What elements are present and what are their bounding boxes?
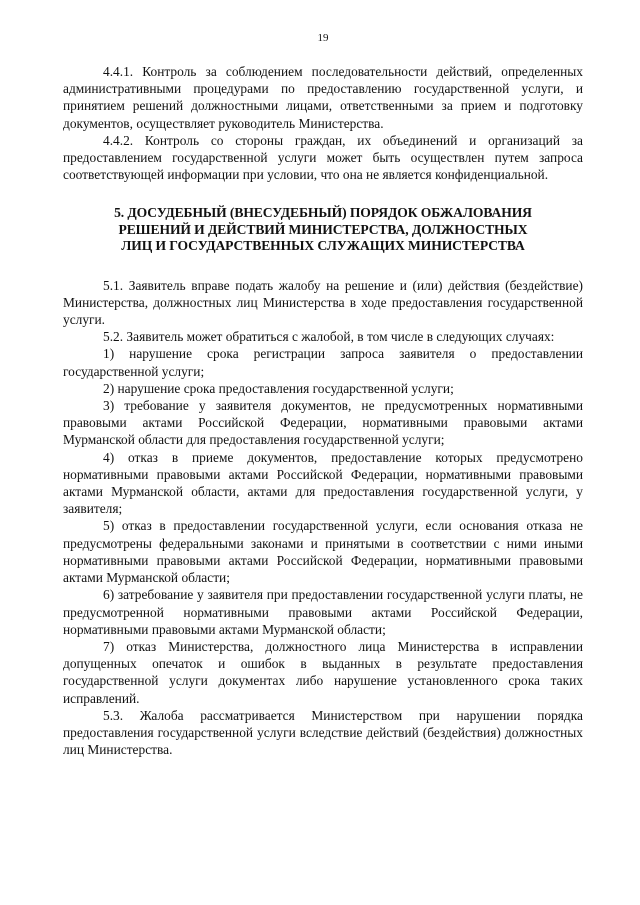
list-item-2: 2) нарушение срока предоставления государственной услуги; (103, 380, 454, 396)
list-item-1: 1) нарушение срока регистрации запроса заявителя о предоставлении государственной услуги; (63, 346, 583, 379)
section-heading-line: ЛИЦ И ГОСУДАРСТВЕННЫХ СЛУЖАЩИХ МИНИСТЕРСТВА (121, 238, 525, 254)
paragraph-5-3: 5.3. Жалоба рассматривается Министерством при нарушении порядка предоставления государственной услуги вследствие действий (бездействия) должностных лиц Министерства. (63, 707, 583, 758)
paragraph-4-4-2: 4.4.2. Контроль со стороны граждан, их объединений и организаций за предоставлением государственной услуги может быть осуществлен путем запроса соответствующей информации при условии, что она не является конфиденциальной. (63, 132, 583, 183)
paragraph-5-2: 5.2. Заявитель может обратиться с жалобой, в том числе в следующих случаях: (103, 329, 555, 345)
list-item-7: 7) отказ Министерства, должностного лица Министерства в исправлении допущенных опечаток и ошибок в выданных в результате предоставления государственной услуги документах либо нарушение установленного срока таких исправлений. (63, 638, 583, 706)
section-heading (63, 205, 583, 254)
paragraph-4-4-1: 4.4.1. Контроль за соблюдением последовательности действий, определенных административными процедурами по предоставлению государственной услуги, и принятием решений должностными лицами, ответственными за прием и подготовку документов, осуществляет руководитель Министерства. (63, 64, 583, 131)
list-item-4: 4) отказ в приеме документов, предоставление которых предусмотрено нормативными правовыми актами Российской Федерации, нормативными правовыми актами Мурманской области, актами для предоставления государственной услуги, у заявителя; (63, 449, 583, 517)
paragraph-5-1: 5.1. Заявитель вправе подать жалобу на решение и (или) действия (бездействие) Министерства, должностных лиц Министерства в ходе предоставления государственной услуги. (63, 277, 583, 328)
list-item-5: 5) отказ в предоставлении государственной услуги, если основания отказа не предусмотрены федеральными законами и принятыми в соответствии с ними иными нормативными правовыми актами Российской Федерации, нормативными правовыми актами Мурманской области; (63, 518, 583, 586)
list-item-3: 3) требование у заявителя документов, не предусмотренных нормативными правовыми актами Российской Федерации, нормативными правовыми актами Мурманской области для предоставления государственной услуги; (63, 398, 583, 448)
list-item-6: 6) затребование у заявителя при предоставлении государственной услуги платы, не предусмотренной нормативными правовыми актами Российской Федерации, нормативными правовыми актами Мурманской области; (63, 587, 583, 637)
section-heading-line: 5. ДОСУДЕБНЫЙ (ВНЕСУДЕБНЫЙ) ПОРЯДОК ОБЖАЛОВАНИЯ (114, 205, 532, 221)
section-heading-line: РЕШЕНИЙ И ДЕЙСТВИЙ МИНИСТЕРСТВА, ДОЛЖНОСТНЫХ (118, 221, 528, 237)
page-number: 19 (317, 32, 329, 44)
document-page (63, 30, 583, 758)
